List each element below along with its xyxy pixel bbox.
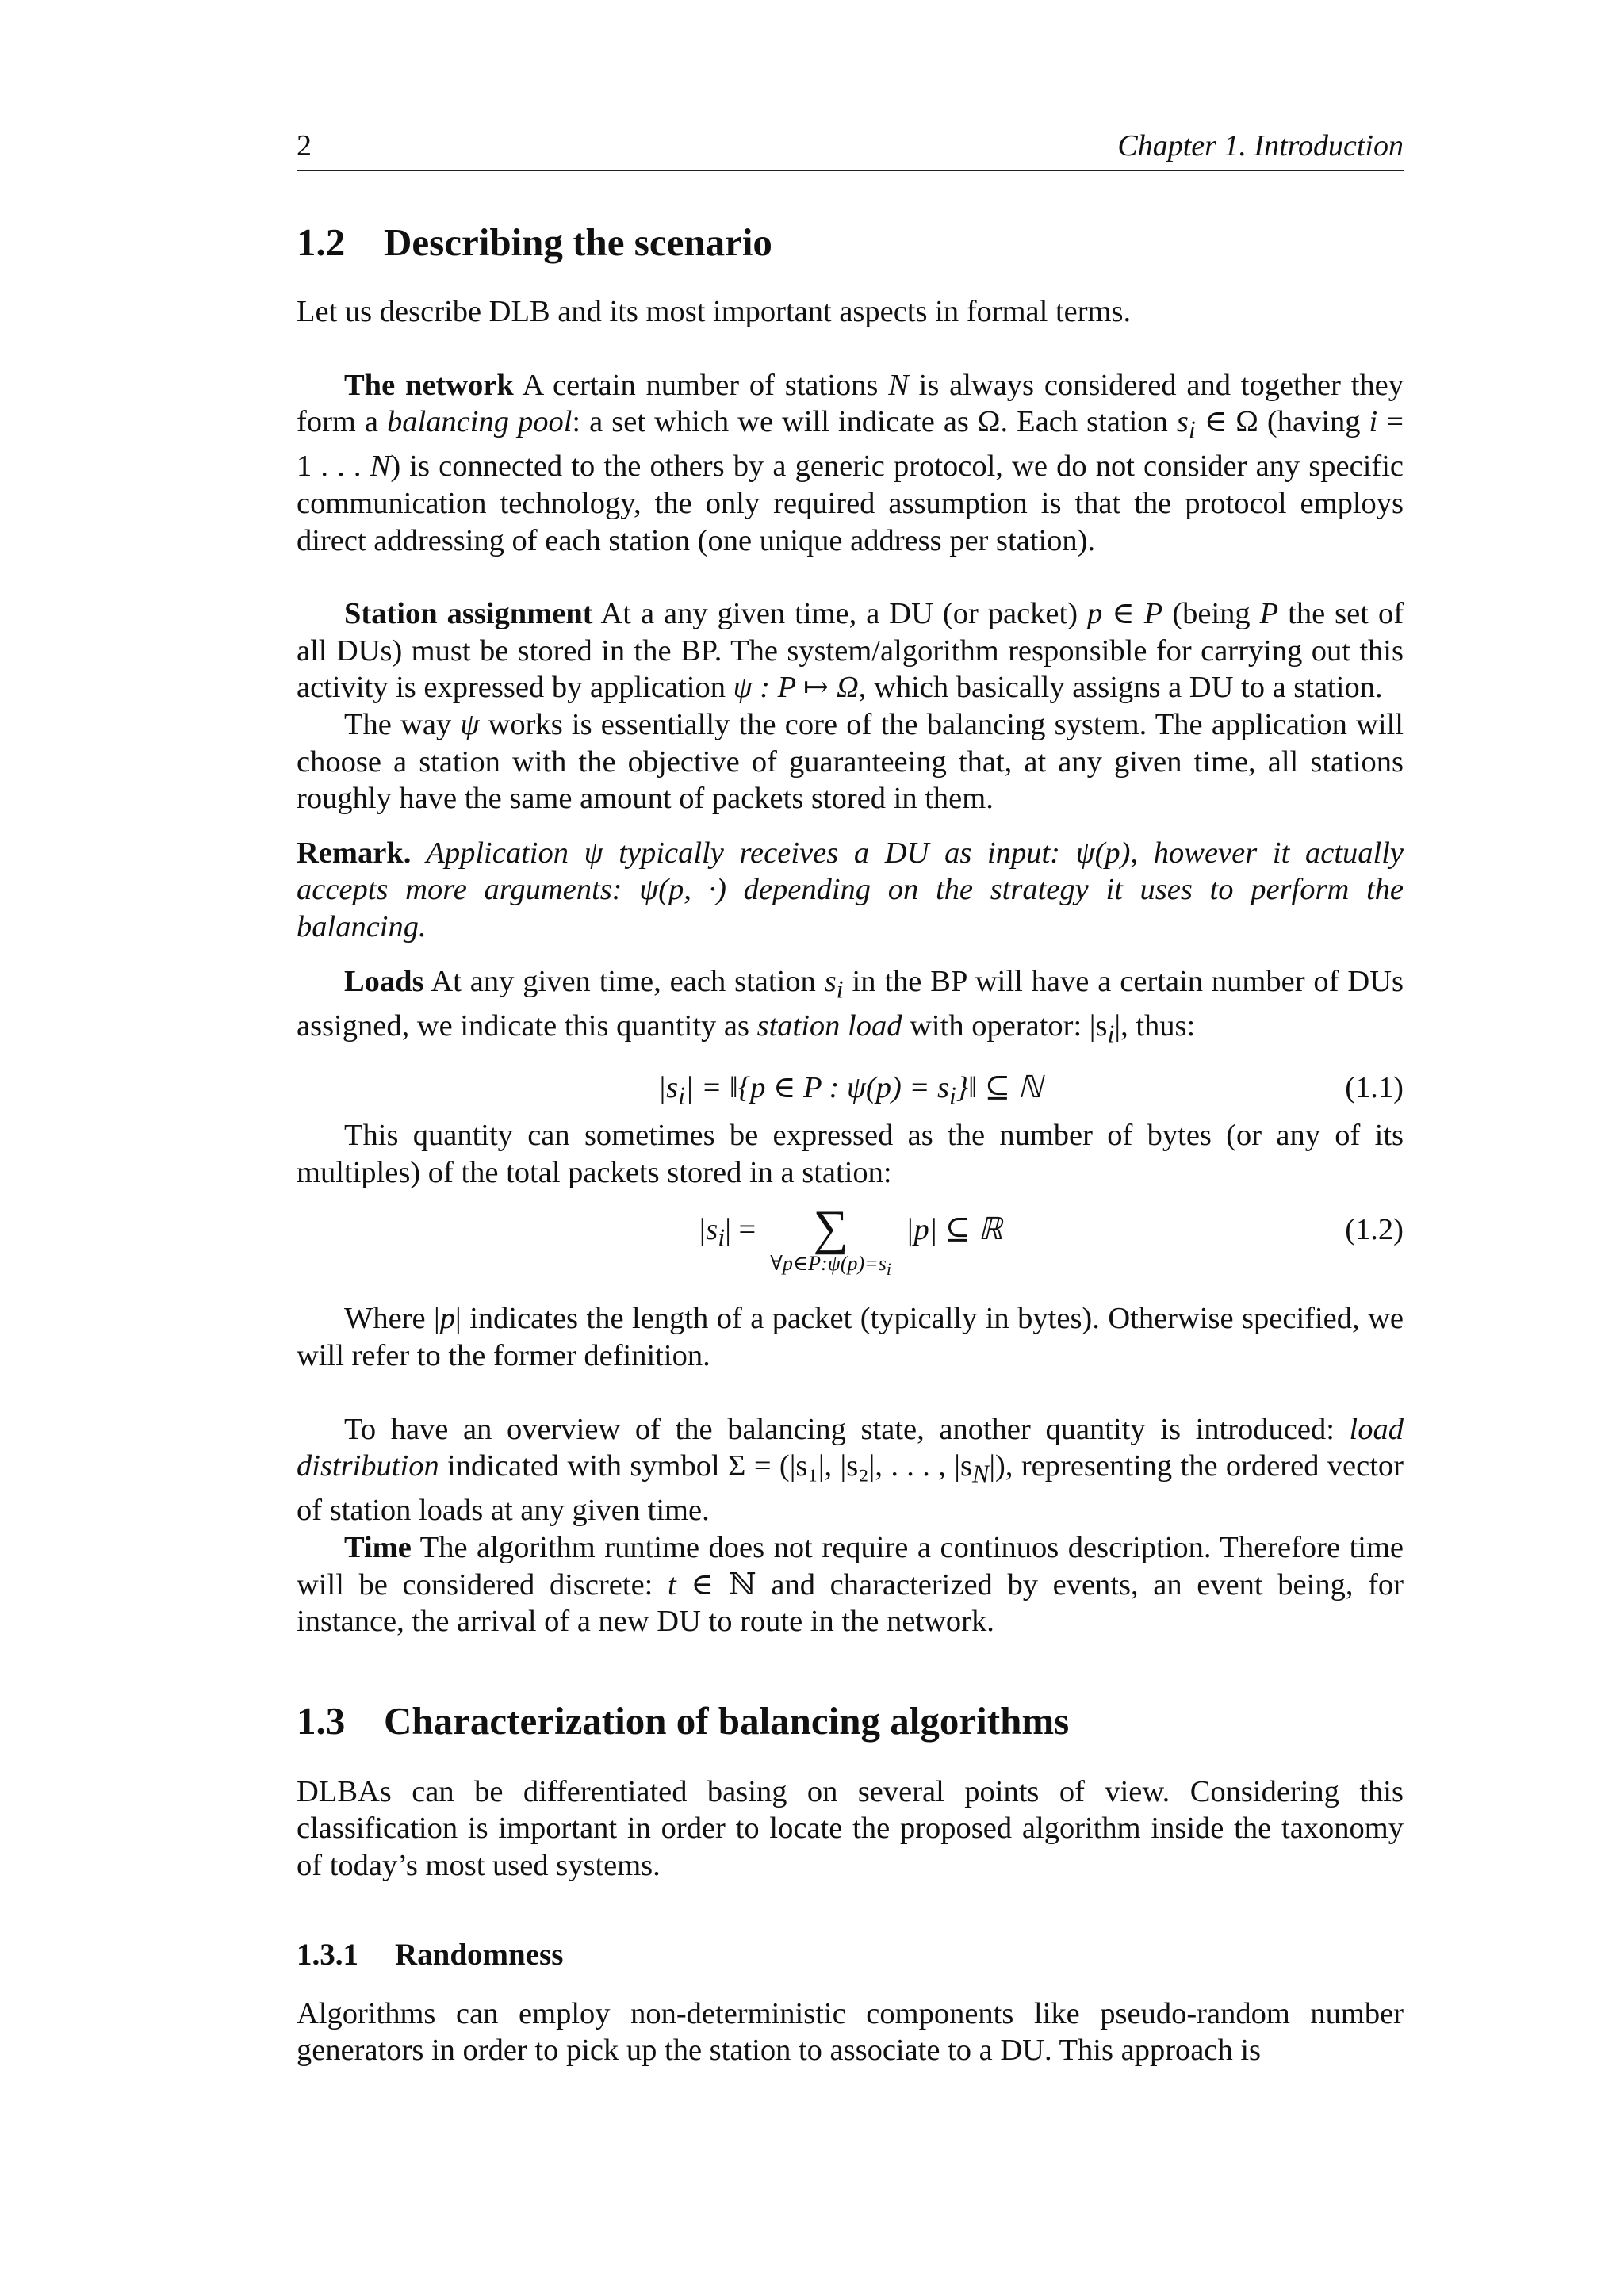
equation-number: (1.1) — [1345, 1071, 1404, 1105]
summation: ∑ $\forall p\in P:\psi(p)=s_i$ — [770, 1201, 891, 1280]
subsection-title: Randomness — [395, 1937, 564, 1972]
loads-paragraph: Loads At any given time, each station $s_i$ in the BP will have a certain number of DUs assigned, we indicate this quantity as station load with operator: $|s_i|$, thus: — [297, 964, 1404, 1048]
sigma-symbol: ∑ — [813, 1201, 848, 1256]
station-assignment-paragraph: Station assignment At a any given time, a DU (or packet) p ∈ P (being P the set of all DUs) must be stored in the BP. The system/algorithm responsible for carrying out this activity is expressed by application ψ : P ↦ Ω, which basically assigns a DU to a station. — [297, 597, 1404, 705]
chapter-title: Chapter 1. Introduction — [1117, 129, 1404, 163]
term: station load — [756, 1008, 902, 1043]
section-title: Describing the scenario — [384, 220, 772, 264]
intro-paragraph: Let us describe DLB and its most important aspects in formal terms. — [297, 295, 1132, 328]
running-header — [297, 125, 1404, 171]
time-paragraph: Time The algorithm runtime does not require a continuos description. Therefore time will be considered discrete: t ∈ ℕ and characterized by events, an event being, for instance, the arrival of a new DU to route in the network. — [297, 1531, 1404, 1639]
packet-length-paragraph: Where |p| indicates the length of a packet (typically in bytes). Otherwise specified, we will refer to the former definition. — [297, 1302, 1404, 1372]
term: balancing pool — [386, 405, 573, 439]
term: load distribution — [297, 1412, 1404, 1483]
equation-1-2: $|s_i|$ = ∑ $\forall p\in P:\psi(p)=s_i$ |p| ⊆ ℝ (1.2) — [297, 1205, 1404, 1291]
section-number: 1.2 — [297, 220, 346, 264]
paragraph-heading: Time — [344, 1531, 412, 1564]
paragraph-heading: Loads — [344, 964, 424, 998]
section-title: Characterization of balancing algorithms — [384, 1698, 1070, 1743]
page — [297, 125, 1404, 2069]
distribution-paragraph: To have an overview of the balancing state, another quantity is introduced: load distribution indicated with symbol Σ = (|s₁|, |s₂|, . . . , $|s_N|$), representing the ordered vector of station loads at any given time. — [297, 1412, 1404, 1528]
section-heading-1-2 — [297, 217, 1404, 268]
section-number: 1.3 — [297, 1698, 346, 1743]
psi-core-paragraph: The way ψ works is essentially the core of the balancing system. The application will choose a station with the objective of guaranteeing that, at any given time, all stations roughly have the same amount of packets stored in them. — [297, 708, 1404, 816]
subsection-number: 1.3.1 — [297, 1937, 358, 1972]
network-paragraph: The network A certain number of stations N is always considered and together they form a balancing pool: a set which we will indicate as Ω. Each station $s_i$ ∈ Ω (having i = 1 . . . N) is connected to the others by a generic protocol, we do not consider any specific communication technology, the only required assumption is that the protocol employs direct addressing of each station (one unique address per station). — [297, 368, 1404, 557]
section-1-3-intro: DLBAs can be differentiated basing on several points of view. Considering this classification is important in order to locate the proposed algorithm inside the taxonomy of today’s most used systems. — [297, 1774, 1404, 1882]
remark-label: Remark. — [297, 836, 412, 870]
equation-1-1: $|s_i|$ = ‖{p ∈ P : $\psi(p) = s_i\}‖$ ⊆ ℕ (1.1) — [657, 1071, 1404, 1110]
paragraph-heading: The network — [344, 368, 514, 402]
subsection-heading-1-3-1 — [297, 1934, 1404, 1976]
section-heading-1-3 — [297, 1696, 1404, 1747]
paragraph-heading: Station assignment — [344, 597, 593, 631]
remark-text: Application ψ typically receives a DU as input: ψ(p), however it actually accepts more arguments: ψ(p, ·) depending on the strategy it uses to perform the balancing. — [297, 836, 1404, 943]
equation-number: (1.2) — [1345, 1213, 1404, 1247]
randomness-paragraph: Algorithms can employ non-deterministic components like pseudo-random number generators in order to pick up the station to associate to a DU. This approach is — [297, 1996, 1404, 2068]
page-number: 2 — [297, 129, 312, 163]
bytes-paragraph: This quantity can sometimes be expressed as the number of bytes (or any of its multiples) of the total packets stored in a station: — [297, 1119, 1404, 1189]
remark-paragraph — [297, 835, 1404, 946]
